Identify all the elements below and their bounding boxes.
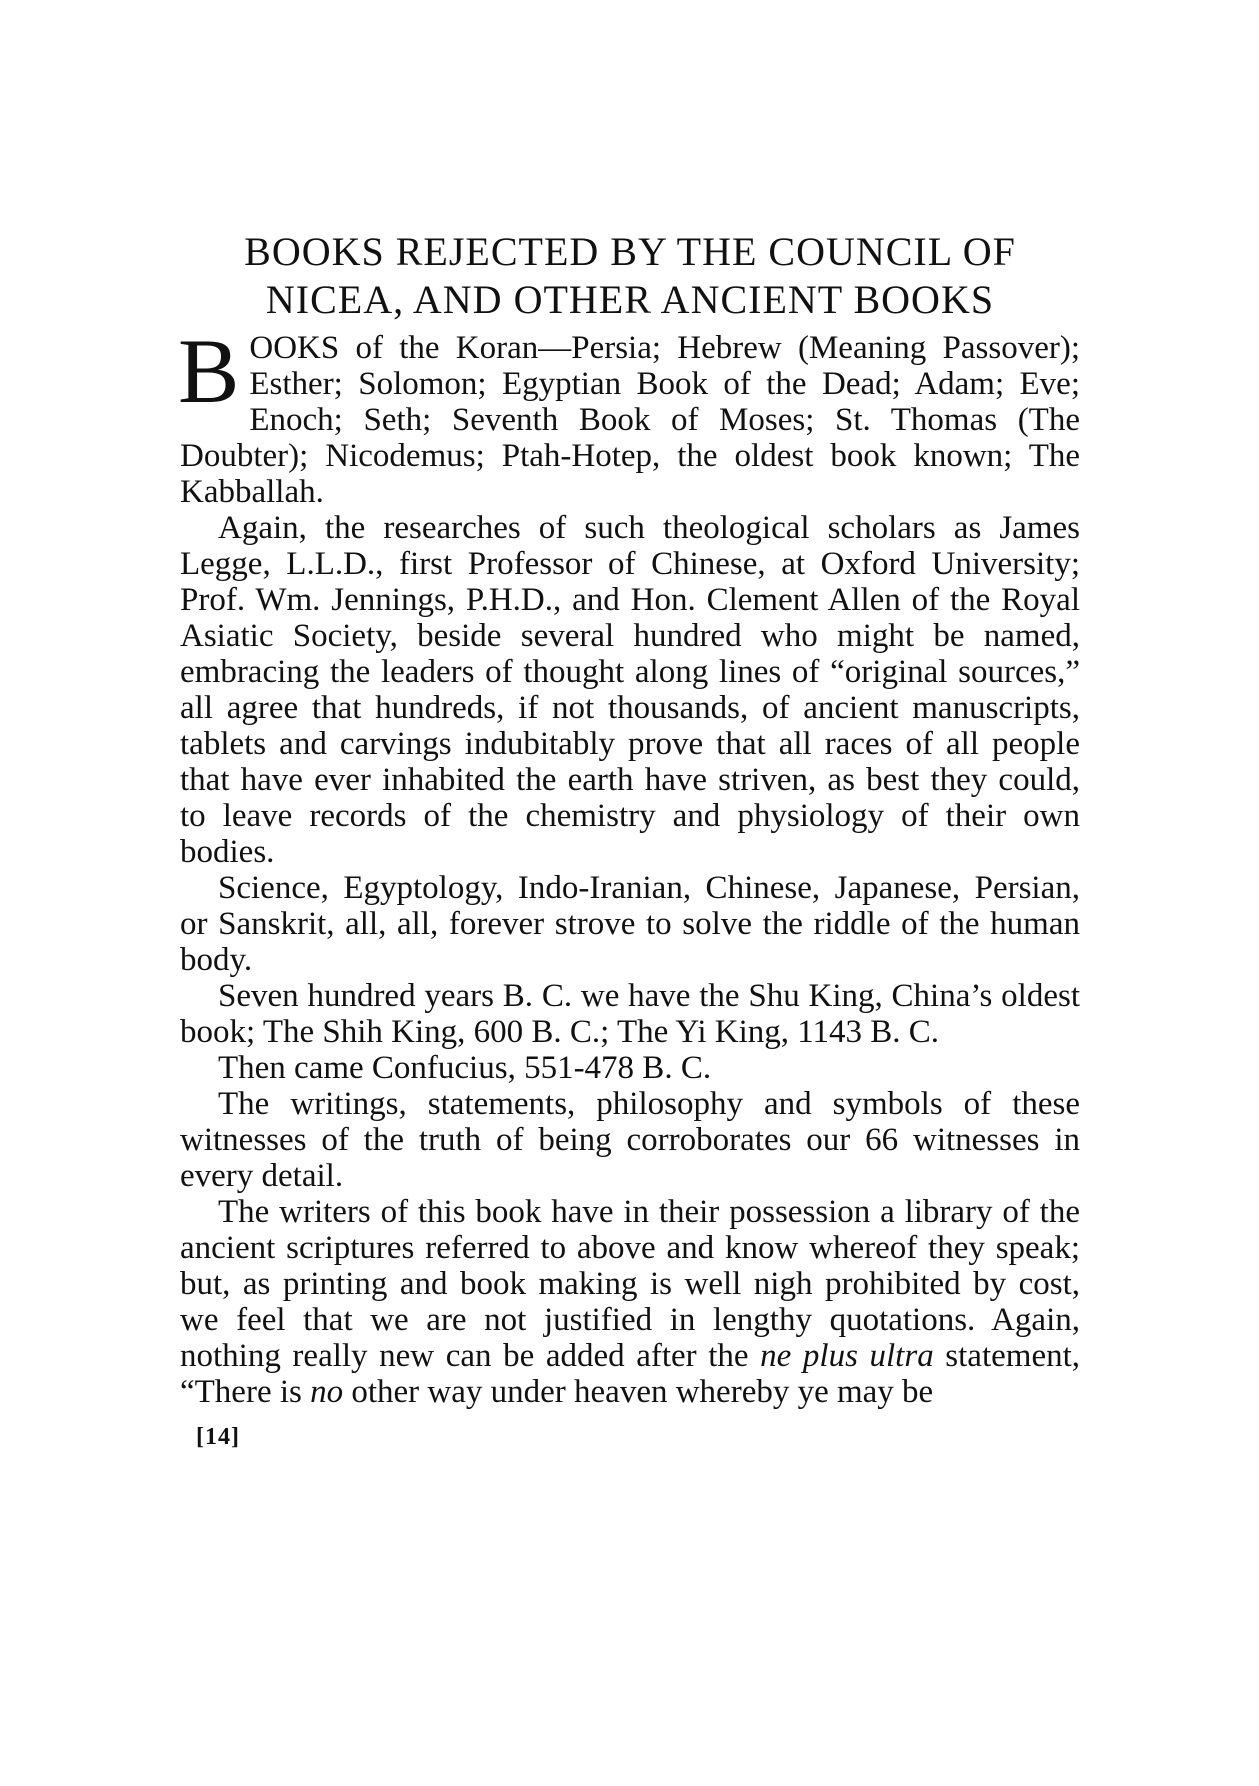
- paragraph-writers: [180, 1194, 1080, 1410]
- chapter-title: [180, 228, 1080, 324]
- writers-italic-no: no: [310, 1374, 344, 1410]
- paragraph-confucius: Then came Confucius, 551-478 B. C.: [218, 1050, 712, 1086]
- paragraph-shu-king: Seven hundred years B. C. we have the Shu King, China’s oldest book; The Shih King, 600 B. C.; The Yi King, 1143 B. C.: [180, 978, 1080, 1050]
- document-page: [180, 228, 1080, 1451]
- writers-text-part-2: statement, “There is: [180, 1338, 1081, 1410]
- chapter-title-line-2: NICEA, AND OTHER ANCIENT BOOKS: [265, 277, 995, 322]
- intro-paragraph: [178, 320, 1080, 510]
- chapter-title-line-1: BOOKS REJECTED BY THE COUNCIL OF: [244, 229, 1016, 274]
- paragraph-researchers: Again, the researches of such theological scholars as James Legge, L.L.D., first Professor of Chinese, at Oxford University; Prof. Wm. Jennings, P.H.D., and Hon. Clement Allen of the Royal Asiatic Society, beside several hundred who might be named, embracing the leaders of thought along lines of “original sources,” all agree that hundreds, if not thousands, of ancient manuscripts, tablets and carvings indubitably prove that all races of all people that have ever inhabited the earth have striven, as best they could, to leave records of the chemistry and physiology of their own bodies.: [180, 510, 1080, 870]
- intro-text: OOKS of the Koran—Persia; Hebrew (Meaning Passover); Esther; Solomon; Egyptian Book of the Dead; Adam; Eve; Enoch; Seth; Seventh Book of Moses; St. Thomas (The Doubter); Nicodemus; Ptah-Hotep, the oldest book known; The Kabballah.: [180, 330, 1080, 510]
- paragraph-science: Science, Egyptology, Indo-Iranian, Chinese, Japanese, Persian, or Sanskrit, all, all, forever strove to solve the riddle of the human body.: [180, 870, 1080, 978]
- writers-italic-ne-plus-ultra: ne plus ultra: [760, 1338, 934, 1374]
- writers-text-part-1: The writers of this book have in their possession a library of the ancient scriptures referred to above and know whereof they speak; but, as printing and book making is well nigh prohibited by cost, we feel that we are not justified in lengthy quotations. Again, nothing really new can be added after the: [180, 1194, 1080, 1374]
- writers-text-part-3: other way under heaven whereby ye may be: [351, 1374, 934, 1410]
- page-number: [14]: [196, 1424, 240, 1450]
- paragraph-witnesses: The writings, statements, philosophy and symbols of these witnesses of the truth of being corroborates our 66 witnesses in every detail.: [180, 1086, 1080, 1194]
- drop-cap-letter: B: [178, 320, 240, 422]
